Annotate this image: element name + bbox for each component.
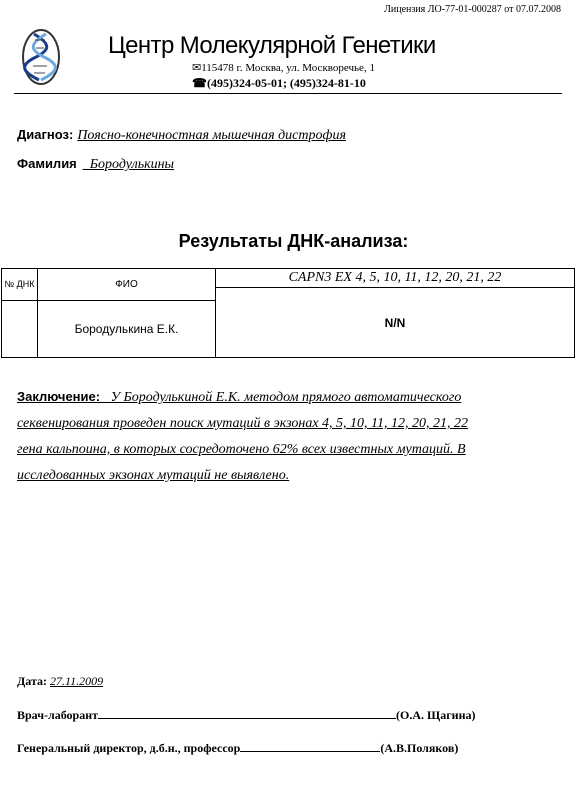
envelope-icon: ✉ (192, 62, 202, 74)
conclusion-label: Заключение: (17, 389, 101, 404)
column-header-dna-number: № ДНК (2, 269, 38, 301)
diagnosis-row (17, 126, 346, 144)
lab-doctor-signature (17, 707, 475, 723)
lab-doctor-name: (О.А. Щагина) (396, 708, 476, 722)
result-value: N/N (216, 288, 575, 358)
surname-value: _Бородулькины (82, 157, 175, 172)
diagnosis-label: Диагноз: (17, 127, 74, 142)
dna-number-cell (2, 301, 38, 358)
signature-line (240, 740, 380, 752)
surname-row (17, 155, 174, 173)
conclusion-line-3: гена кальпоина, в которых сосредоточено 62% всех известных мутаций. В (17, 442, 466, 457)
director-name: (А.В.Поляков) (380, 741, 459, 755)
telephone-icon: ☎ (192, 76, 207, 90)
lab-doctor-label: Врач-лаборант (17, 708, 99, 722)
director-signature (17, 740, 458, 756)
conclusion-line-2: секвенирования проведен поиск мутаций в экзонах 4, 5, 10, 11, 12, 20, 21, 22 (17, 416, 469, 431)
license-number: Лицензия ЛО-77-01-000287 от 07.07.2008 (384, 4, 561, 15)
column-header-gene: CAPN3 EX 4, 5, 10, 11, 12, 20, 21, 22 (216, 269, 575, 288)
date-row (17, 674, 103, 689)
signature-line (98, 707, 396, 719)
phones-text: (495)324-05-01; (495)324-81-10 (206, 76, 366, 90)
director-label: Генеральный директор, д.б.н., профессор (17, 741, 241, 755)
conclusion-line-4: исследованных экзонах мутаций не выявлено. (17, 468, 290, 483)
dna-logo-icon (21, 28, 61, 86)
header-divider (14, 93, 562, 94)
patient-name-cell: Бородулькина Е.К. (38, 301, 216, 358)
organization-phones (192, 76, 366, 91)
address-text: 115478 г. Москва, ул. Москворечье, 1 (201, 62, 375, 74)
conclusion (17, 384, 560, 489)
column-header-name: ФИО (38, 269, 216, 301)
surname-label: Фамилия (17, 156, 77, 171)
diagnosis-value: Поясно-конечностная мышечная дистрофия (77, 128, 346, 143)
results-title: Результаты ДНК-анализа: (178, 231, 409, 251)
conclusion-line-1: _ У Бородулькиной Е.К. методом прямого автоматического (100, 390, 462, 405)
date-value: 27.11.2009 (49, 674, 104, 688)
date-label: Дата: (17, 674, 47, 688)
organization-name: Центр Молекулярной Генетики (108, 32, 436, 59)
results-table (1, 268, 575, 358)
organization-address (192, 61, 375, 74)
